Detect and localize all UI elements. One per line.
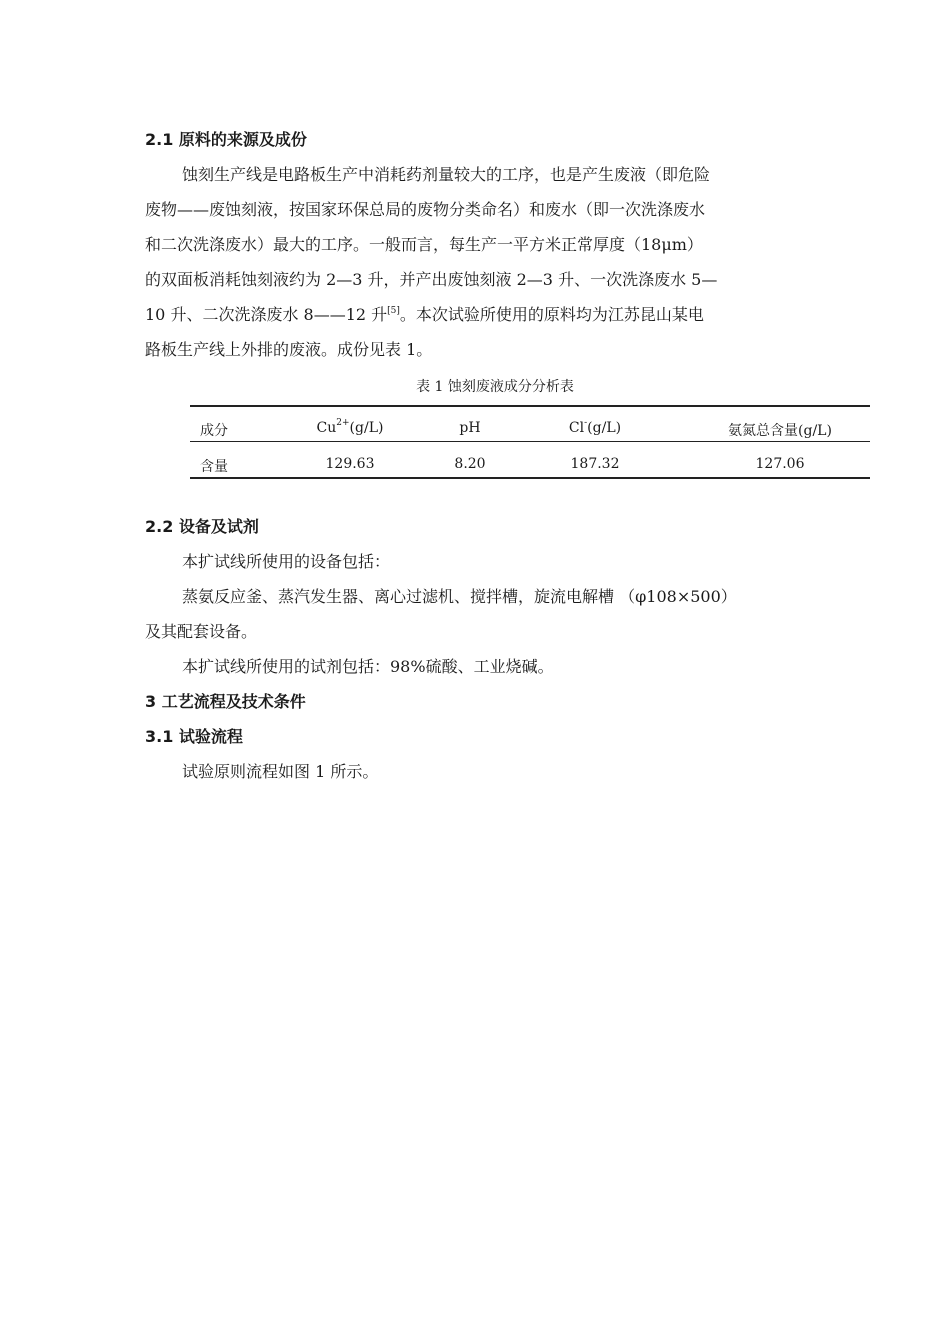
paragraph-line: 的双面板消耗蚀刻液约为 2—3 升，并产出废蚀刻液 2—3 升、一次洗涤废水 5— [145,270,718,289]
citation-ref: [5] [387,306,400,316]
table-mid-rule [190,441,870,442]
table-cell: 129.63 [325,456,375,472]
paragraph-line: 本扩试线所使用的试剂包括：98%硫酸、工业烧碱。 [182,657,554,676]
table-cell: 8.20 [454,456,486,472]
paragraph-line: 蚀刻生产线是电路板生产中消耗药剂量较大的工序，也是产生废液（即危险 [182,165,711,184]
table-bottom-rule [190,477,870,479]
table-header-cell: $Cu^{2+}(g/L)$ [316,418,384,436]
line-text: 10 升、二次洗涤废水 8——12 升 [145,305,388,324]
table-row-label: 含量 [200,459,228,475]
table-caption: 表 1 蚀刻废液成分分析表 [416,379,574,395]
section-3-heading: 3 工艺流程及技术条件 [145,692,306,711]
section-3-1-heading: 3.1 试验流程 [145,727,243,746]
paragraph-line: 废物——废蚀刻液，按国家环保总局的废物分类命名）和废水（即一次洗涤废水 [145,200,706,219]
paragraph-line: 蒸氨反应釜、蒸汽发生器、离心过滤机、搅拌槽，旋流电解槽 （φ108×500） [182,587,737,606]
paragraph-line: 试验原则流程如图 1 所示。 [182,762,379,781]
table-header-cell: pH [459,420,481,436]
table-header-cell: 成分 [200,423,228,439]
paragraph-line: 及其配套设备。 [145,622,258,641]
paragraph-line [145,302,704,325]
section-2-2-heading: 2.2 设备及试剂 [145,517,259,536]
table-cell: 127.06 [755,456,805,472]
section-2-1-heading: 2.1 原料的来源及成份 [145,130,307,149]
table-header-cell: Cl-(g/L) [568,418,622,436]
table-cell: 187.32 [570,456,620,472]
paragraph-line: 路板生产线上外排的废液。成份见表 1。 [145,340,433,359]
paragraph-line: 和二次洗涤废水）最大的工序。一般而言，每生产一平方米正常厚度（18μm） [145,235,703,254]
table-top-rule [190,405,870,407]
paragraph-line: 本扩试线所使用的设备包括： [182,552,391,571]
line-text: 。本次试验所使用的原料均为江苏昆山某电 [399,305,704,324]
table-header-cell: 氨氮总含量(g/L) [728,423,832,439]
